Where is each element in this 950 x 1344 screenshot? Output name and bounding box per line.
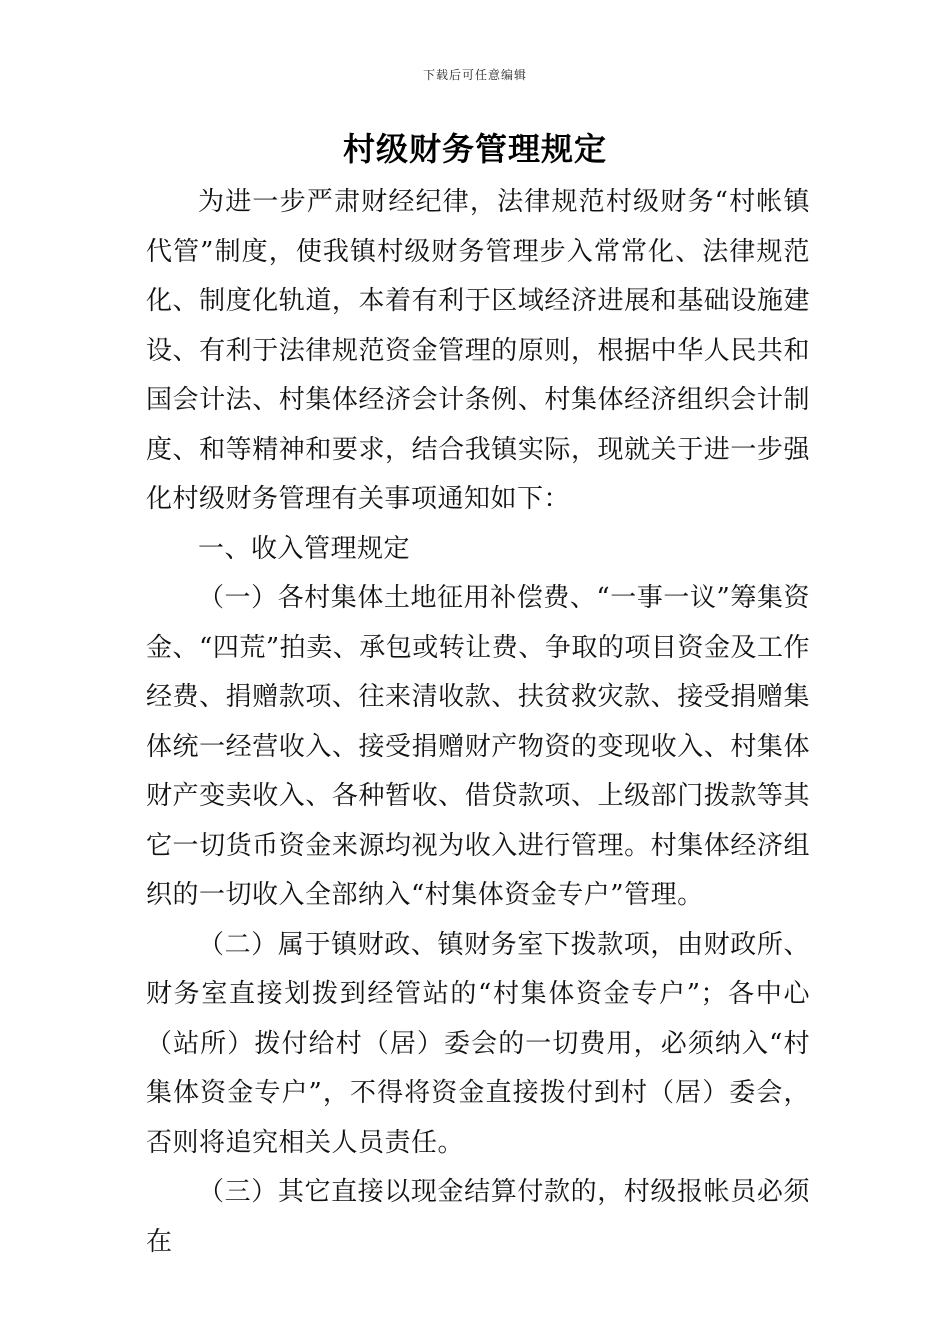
document-title: 村级财务管理规定 (342, 130, 607, 168)
download-editable-note: 下载后可任意编辑 (422, 68, 527, 82)
intro-paragraph: 为进一步严肃财经纪律，法律规范村级财务“村帐镇代管”制度，使我镇村级财务管理步入常常化、法律规范化、制度化轨道，本着有利于区域经济进展和基础设施建设、有利于法律规范资金管理的原则，根据中华人民共和国会计法、村集体经济会计条例、村集体经济组织会计制度、和等精神和要求，结合我镇实际，现就关于进一步强化村级财务管理有关事项通知如下： (146, 187, 810, 514)
clause-2-paragraph: （二）属于镇财政、镇财务室下拨款项，由财政所、财务室直接划拨到经管站的“村集体资金专户”；各中心（站所）拨付给村（居）委会的一切费用，必须纳入“村集体资金专户”，不得将资金直接拨付到村（居）委会，否则将追究相关人员责任。 (146, 929, 810, 1158)
clause-1-paragraph: （一）各村集体土地征用补偿费、“一事一议”筹集资金、“四荒”拍卖、承包或转让费、争取的项目资金及工作经费、捐赠款项、往来清收款、扶贫救灾款、接受捐赠集体统一经营收入、接受捐赠财产物资的变现收入、村集体财产变卖收入、各种暂收、借贷款项、上级部门拨款等其它一切货币资金来源均视为收入进行管理。村集体经济组织的一切收入全部纳入“村集体资金专户”管理。 (146, 583, 810, 910)
clause-3-paragraph: （三）其它直接以现金结算付款的，村级报帐员必须在 (146, 1177, 810, 1257)
section-heading-income: 一、收入管理规定 (198, 533, 411, 564)
document-body (146, 178, 810, 1267)
